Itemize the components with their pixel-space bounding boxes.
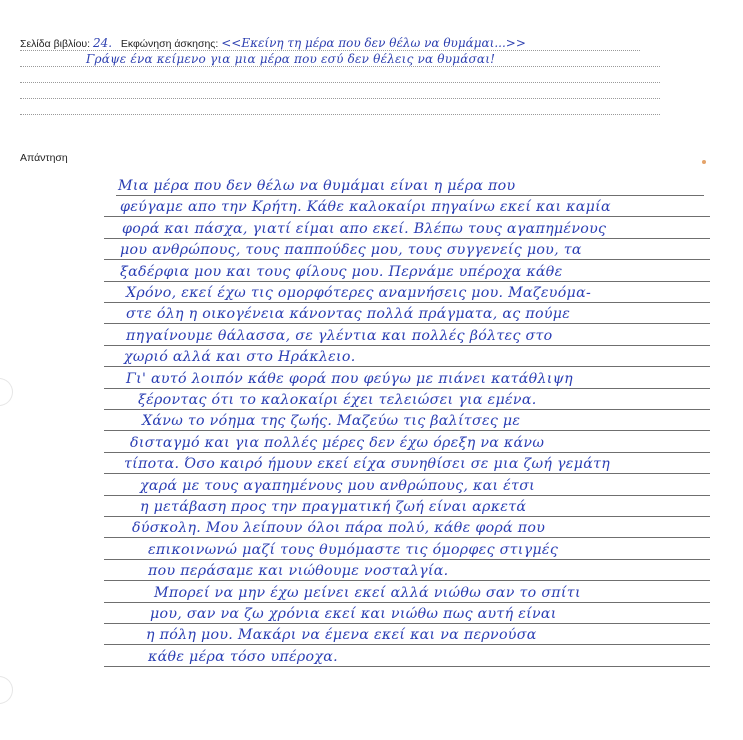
- ruled-line: [104, 602, 710, 603]
- answer-line: Γι' αυτό λοιπόν κάθε φορά που φεύγω με πιάνει κατάθλιψη: [126, 370, 573, 387]
- ruled-line: [104, 238, 710, 239]
- answer-line: Μπορεί να μην έχω μείνει εκεί αλλά νιώθω σαν το σπίτι: [154, 584, 581, 601]
- answer-line: κάθε μέρα τόσο υπέροχα.: [148, 648, 338, 665]
- ruled-line: [104, 580, 710, 581]
- page-label: Σελίδα βιβλίου:: [20, 38, 91, 50]
- ink-speck: [702, 160, 706, 164]
- answer-line: η μετάβαση προς την πραγματική ζωή είναι αρκετά: [140, 499, 527, 515]
- answer-line: μου, σαν να ζω χρόνια εκεί και νιώθω πως αυτή είναι: [150, 606, 557, 622]
- ruled-line: [104, 302, 710, 303]
- ruled-line: [104, 281, 710, 282]
- prompt-continuation: Γράψε ένα κείμενο για μια μέρα που εσύ δεν θέλεις να θυμάσαι!: [86, 52, 496, 66]
- answer-line: Χάνω το νόημα της ζωής. Μαζεύω τις βαλίτσες με: [142, 413, 521, 430]
- answer-line: δύσκολη. Μου λείπουν όλοι πάρα πολύ, κάθε φορά που: [132, 520, 546, 537]
- ruled-line: [104, 452, 710, 453]
- ruled-line: [104, 366, 710, 367]
- ruled-line: [104, 516, 710, 517]
- answer-line: χαρά με τους αγαπημένους μου ανθρώπους, και έτσι: [140, 477, 536, 494]
- answer-line: φεύγαμε απο την Κρήτη. Κάθε καλοκαίρι πηγαίνω εκεί και καμία: [120, 199, 611, 216]
- answer-line: επικοινωνώ μαζί τους θυμόμαστε τις όμορφες στιγμές: [148, 541, 559, 558]
- ruled-line: [104, 623, 710, 624]
- ruled-line: [104, 495, 710, 496]
- ruled-line: [104, 666, 710, 667]
- answer-line: η πόλη μου. Μακάρι να έμενα εκεί και να περνούσα: [146, 627, 537, 644]
- answer-line: ξαδέρφια μου και τους φίλους μου. Περνάμε υπέροχα κάθε: [120, 263, 563, 280]
- ruled-line: [104, 345, 710, 346]
- answer-line: μου ανθρώπους, τους παππούδες μου, τους συγγενείς μου, τα: [120, 242, 582, 259]
- answer-line: που περάσαμε και νιώθουμε νοσταλγία.: [148, 563, 449, 580]
- ruled-line: [104, 388, 710, 389]
- ruled-line: [116, 195, 704, 196]
- answer-line: ξέροντας ότι το καλοκαίρι έχει τελειώσει για εμένα.: [138, 392, 537, 408]
- binder-hole: [0, 378, 13, 406]
- answer-line: Χρόνο, εκεί έχω τις ομορφότερες αναμνήσεις μου. Μαζευόμα-: [126, 285, 592, 301]
- ruled-line: [104, 473, 710, 474]
- ruled-line: [104, 216, 710, 217]
- prompt-text: <<Εκείνη τη μέρα που δεν θέλω να θυμάμαι...>>: [221, 36, 526, 50]
- answer-line: στε όλη η οικογένεια κάνοντας πολλά πράγματα, ας πούμε: [126, 306, 571, 323]
- ruled-line: [104, 409, 710, 410]
- ruled-line: [104, 323, 710, 324]
- prompt-dotted-line: [20, 82, 660, 83]
- answer-line: Μια μέρα που δεν θέλω να θυμάμαι είναι η μέρα που: [118, 178, 516, 194]
- answer-line: φορά και πάσχα, γιατί είμαι απο εκεί. Βλέπω τους αγαπημένους: [122, 220, 607, 237]
- ruled-line: [104, 644, 710, 645]
- answer-line: χωριό αλλά και στο Ηράκλειο.: [124, 349, 356, 366]
- prompt-dotted-line: [20, 114, 660, 115]
- answer-line: δισταγμό και για πολλές μέρες δεν έχω όρεξη να κάνω: [130, 434, 545, 451]
- answer-line: τίποτα. Όσο καιρό ήμουν εκεί είχα συνηθίσει σε μια ζωή γεμάτη: [124, 456, 611, 473]
- ruled-line: [104, 537, 710, 538]
- binder-hole: [0, 676, 13, 704]
- ruled-line: [104, 259, 710, 260]
- prompt-dotted-line: [20, 98, 660, 99]
- ruled-line: [104, 430, 710, 431]
- answer-label: Απάντηση: [20, 152, 68, 164]
- prompt-dotted-line: [20, 50, 640, 51]
- prompt-label: Εκφώνηση άσκησης:: [120, 38, 219, 50]
- prompt-dotted-line: [20, 66, 660, 67]
- answer-line: πηγαίνουμε θάλασσα, σε γλέντια και πολλές βόλτες στο: [126, 327, 553, 344]
- header-row: [20, 36, 526, 50]
- ruled-line: [104, 559, 710, 560]
- page-number: 24.: [93, 36, 113, 50]
